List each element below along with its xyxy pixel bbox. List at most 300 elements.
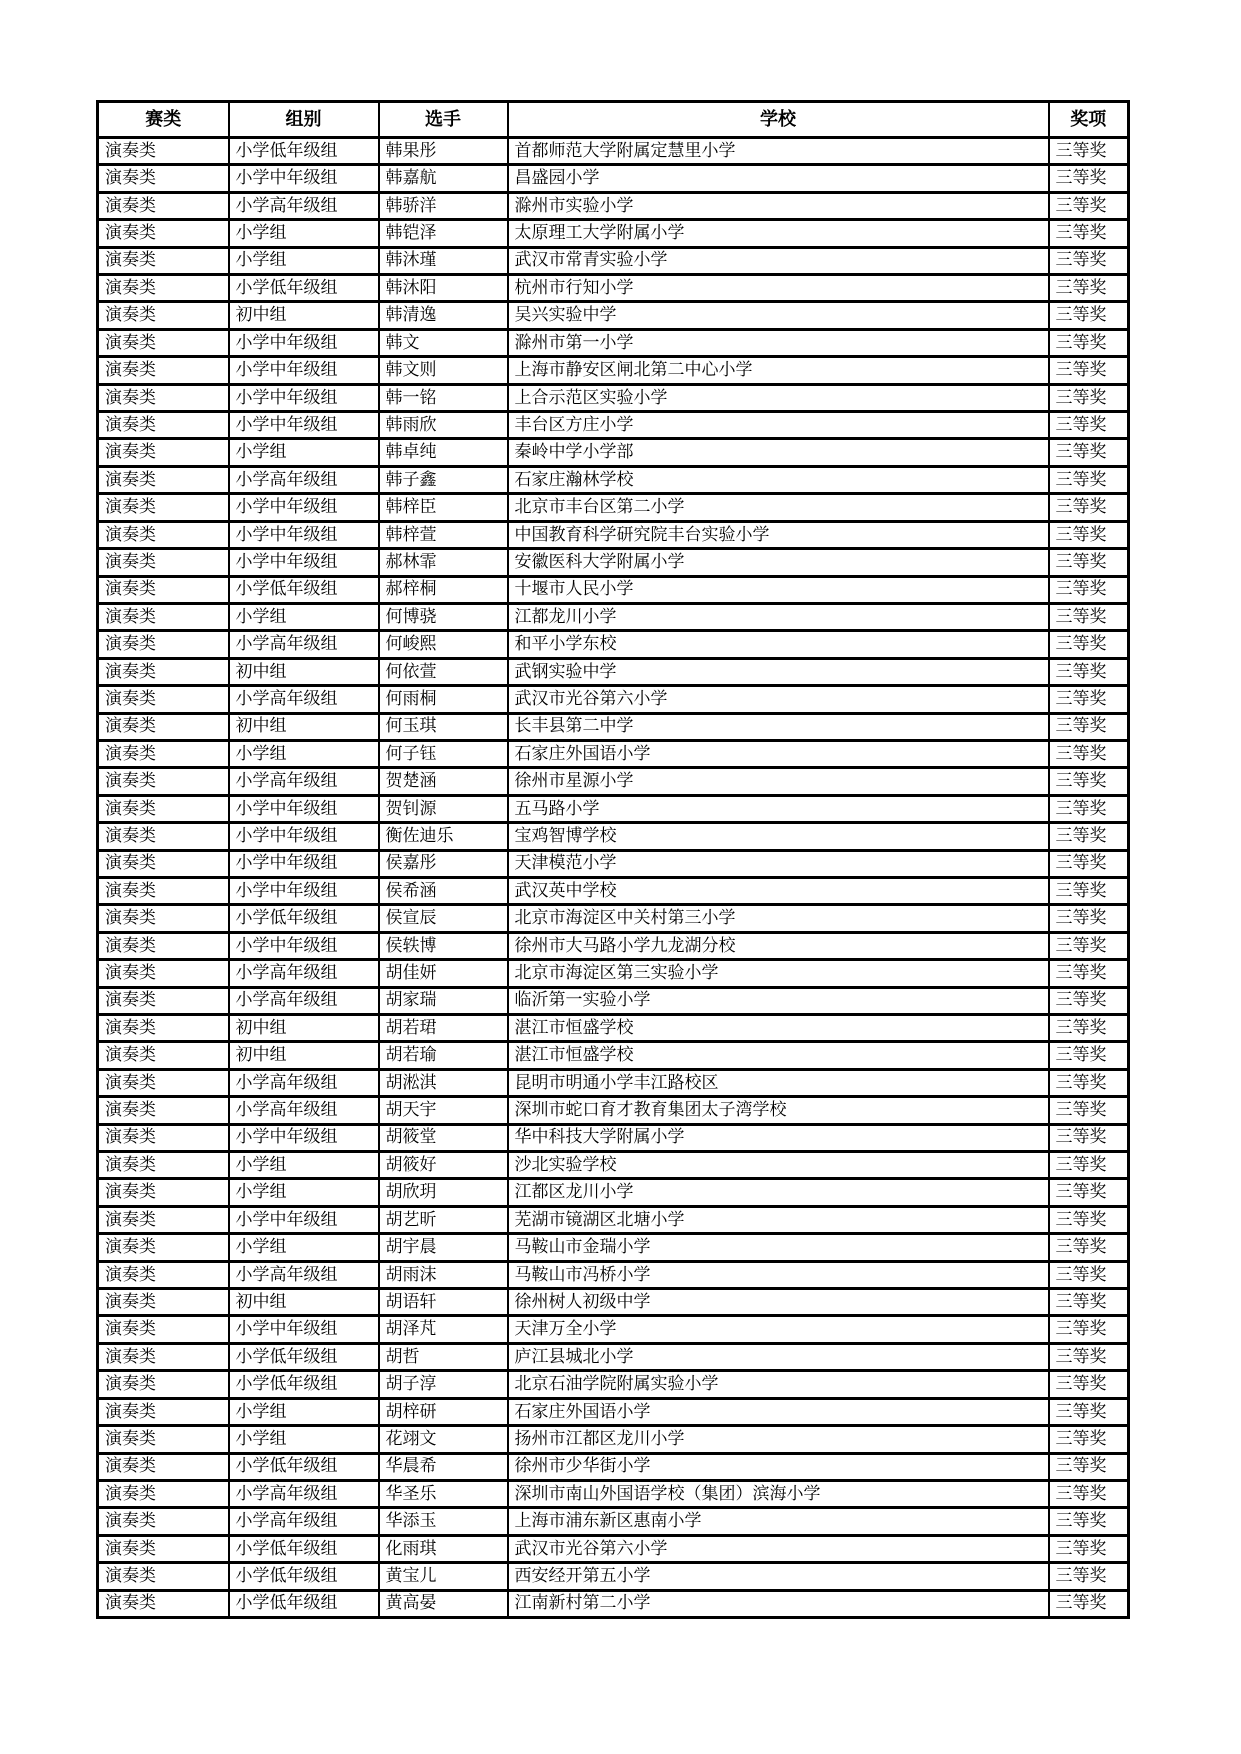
cell-category: 演奏类 [98,576,229,603]
cell-contestant: 贺钊源 [379,795,508,822]
cell-group: 小学高年级组 [229,1261,379,1288]
table-row [98,357,1129,384]
cell-category: 演奏类 [98,220,229,247]
cell-school: 武汉市光谷第六小学 [508,686,1049,713]
cell-contestant: 胡哲 [379,1343,508,1370]
cell-category: 演奏类 [98,302,229,329]
cell-award: 三等奖 [1049,1343,1129,1370]
cell-group: 小学低年级组 [229,1535,379,1562]
cell-award: 三等奖 [1049,658,1129,685]
cell-school: 五马路小学 [508,795,1049,822]
cell-award: 三等奖 [1049,1124,1129,1151]
cell-award: 三等奖 [1049,247,1129,274]
cell-award: 三等奖 [1049,603,1129,630]
cell-school: 北京市海淀区中关村第三小学 [508,905,1049,932]
cell-award: 三等奖 [1049,1042,1129,1069]
cell-contestant: 韩卓纯 [379,439,508,466]
cell-award: 三等奖 [1049,795,1129,822]
cell-category: 演奏类 [98,1398,229,1425]
cell-category: 演奏类 [98,1261,229,1288]
cell-award: 三等奖 [1049,1398,1129,1425]
table-row [98,466,1129,493]
cell-contestant: 韩果彤 [379,138,508,165]
cell-group: 小学低年级组 [229,1371,379,1398]
cell-group: 小学组 [229,603,379,630]
cell-group: 小学中年级组 [229,384,379,411]
cell-group: 初中组 [229,1289,379,1316]
table-row [98,1206,1129,1233]
cell-award: 三等奖 [1049,1234,1129,1261]
table-row [98,1179,1129,1206]
cell-group: 小学低年级组 [229,905,379,932]
cell-category: 演奏类 [98,1453,229,1480]
cell-category: 演奏类 [98,1426,229,1453]
cell-contestant: 韩铠泽 [379,220,508,247]
cell-school: 湛江市恒盛学校 [508,1042,1049,1069]
table-row [98,439,1129,466]
cell-award: 三等奖 [1049,521,1129,548]
cell-group: 小学中年级组 [229,357,379,384]
cell-school: 徐州市大马路小学九龙湖分校 [508,932,1049,959]
cell-category: 演奏类 [98,1316,229,1343]
cell-contestant: 胡筱堂 [379,1124,508,1151]
cell-school: 江都区龙川小学 [508,1179,1049,1206]
cell-school: 石家庄瀚林学校 [508,466,1049,493]
table-row [98,384,1129,411]
cell-award: 三等奖 [1049,686,1129,713]
cell-award: 三等奖 [1049,1316,1129,1343]
table-row [98,1316,1129,1343]
cell-school: 马鞍山市冯桥小学 [508,1261,1049,1288]
cell-group: 小学高年级组 [229,1097,379,1124]
cell-school: 滁州市实验小学 [508,192,1049,219]
cell-contestant: 郝梓桐 [379,576,508,603]
cell-group: 小学低年级组 [229,1453,379,1480]
cell-group: 小学中年级组 [229,932,379,959]
cell-category: 演奏类 [98,1480,229,1507]
cell-award: 三等奖 [1049,220,1129,247]
cell-group: 小学高年级组 [229,192,379,219]
cell-contestant: 胡佳妍 [379,960,508,987]
cell-school: 武钢实验中学 [508,658,1049,685]
table-row [98,192,1129,219]
table-row [98,1069,1129,1096]
cell-award: 三等奖 [1049,1563,1129,1590]
cell-contestant: 黄宝儿 [379,1563,508,1590]
cell-group: 小学组 [229,1234,379,1261]
table-body [98,138,1129,1618]
cell-category: 演奏类 [98,850,229,877]
cell-contestant: 侯轶博 [379,932,508,959]
cell-award: 三等奖 [1049,631,1129,658]
cell-group: 小学低年级组 [229,138,379,165]
cell-group: 小学中年级组 [229,521,379,548]
table-row [98,905,1129,932]
cell-category: 演奏类 [98,521,229,548]
cell-group: 小学中年级组 [229,1124,379,1151]
cell-group: 小学组 [229,1179,379,1206]
cell-school: 深圳市蛇口育才教育集团太子湾学校 [508,1097,1049,1124]
table-row [98,631,1129,658]
cell-group: 初中组 [229,658,379,685]
cell-contestant: 化雨琪 [379,1535,508,1562]
cell-category: 演奏类 [98,1042,229,1069]
cell-school: 天津万全小学 [508,1316,1049,1343]
cell-school: 江都龙川小学 [508,603,1049,630]
cell-award: 三等奖 [1049,165,1129,192]
cell-contestant: 胡子淳 [379,1371,508,1398]
cell-group: 初中组 [229,1042,379,1069]
cell-group: 小学高年级组 [229,1069,379,1096]
table-row [98,658,1129,685]
cell-school: 太原理工大学附属小学 [508,220,1049,247]
cell-group: 小学中年级组 [229,549,379,576]
table-row [98,1152,1129,1179]
cell-award: 三等奖 [1049,1480,1129,1507]
cell-category: 演奏类 [98,412,229,439]
table-row [98,302,1129,329]
table-row [98,521,1129,548]
cell-contestant: 韩文则 [379,357,508,384]
cell-school: 武汉英中学校 [508,877,1049,904]
table-row [98,850,1129,877]
cell-category: 演奏类 [98,1234,229,1261]
cell-school: 滁州市第一小学 [508,329,1049,356]
cell-award: 三等奖 [1049,1152,1129,1179]
cell-category: 演奏类 [98,631,229,658]
cell-contestant: 韩雨欣 [379,412,508,439]
cell-category: 演奏类 [98,1179,229,1206]
cell-group: 小学中年级组 [229,165,379,192]
cell-contestant: 韩嘉航 [379,165,508,192]
cell-award: 三等奖 [1049,412,1129,439]
cell-award: 三等奖 [1049,713,1129,740]
cell-group: 小学高年级组 [229,631,379,658]
cell-category: 演奏类 [98,1124,229,1151]
cell-award: 三等奖 [1049,302,1129,329]
cell-award: 三等奖 [1049,329,1129,356]
cell-contestant: 胡雨沫 [379,1261,508,1288]
table-row [98,1289,1129,1316]
cell-contestant: 胡梓研 [379,1398,508,1425]
table-row [98,1343,1129,1370]
cell-group: 小学组 [229,439,379,466]
cell-school: 天津模范小学 [508,850,1049,877]
cell-category: 演奏类 [98,823,229,850]
cell-contestant: 贺楚涵 [379,768,508,795]
cell-award: 三等奖 [1049,740,1129,767]
cell-school: 徐州市少华街小学 [508,1453,1049,1480]
cell-school: 丰台区方庄小学 [508,412,1049,439]
cell-category: 演奏类 [98,877,229,904]
cell-award: 三等奖 [1049,905,1129,932]
cell-award: 三等奖 [1049,1015,1129,1042]
table-row [98,1426,1129,1453]
cell-category: 演奏类 [98,357,229,384]
cell-school: 北京市丰台区第二小学 [508,494,1049,521]
cell-school: 长丰县第二中学 [508,713,1049,740]
cell-category: 演奏类 [98,713,229,740]
cell-category: 演奏类 [98,1371,229,1398]
table-row [98,275,1129,302]
cell-category: 演奏类 [98,439,229,466]
cell-contestant: 衡佐迪乐 [379,823,508,850]
cell-contestant: 韩子鑫 [379,466,508,493]
cell-contestant: 胡筱好 [379,1152,508,1179]
cell-school: 华中科技大学附属小学 [508,1124,1049,1151]
cell-award: 三等奖 [1049,384,1129,411]
table-row [98,494,1129,521]
table-row [98,1563,1129,1590]
cell-contestant: 郝林霏 [379,549,508,576]
cell-group: 小学低年级组 [229,1590,379,1617]
table-row [98,713,1129,740]
cell-award: 三等奖 [1049,1508,1129,1535]
cell-school: 十堰市人民小学 [508,576,1049,603]
cell-category: 演奏类 [98,1069,229,1096]
cell-award: 三等奖 [1049,1206,1129,1233]
cell-award: 三等奖 [1049,877,1129,904]
cell-category: 演奏类 [98,549,229,576]
cell-group: 小学低年级组 [229,576,379,603]
column-header-contestant: 选手 [379,102,508,138]
table-row [98,549,1129,576]
cell-school: 湛江市恒盛学校 [508,1015,1049,1042]
cell-school: 上海市浦东新区惠南小学 [508,1508,1049,1535]
cell-contestant: 侯希涵 [379,877,508,904]
cell-award: 三等奖 [1049,1535,1129,1562]
cell-category: 演奏类 [98,1508,229,1535]
table-row [98,960,1129,987]
cell-award: 三等奖 [1049,1069,1129,1096]
table-row [98,138,1129,165]
cell-award: 三等奖 [1049,850,1129,877]
column-header-group: 组别 [229,102,379,138]
cell-group: 初中组 [229,1015,379,1042]
table-row [98,329,1129,356]
cell-contestant: 胡艺昕 [379,1206,508,1233]
cell-award: 三等奖 [1049,439,1129,466]
cell-contestant: 花翊文 [379,1426,508,1453]
cell-school: 临沂第一实验小学 [508,987,1049,1014]
cell-category: 演奏类 [98,768,229,795]
table-row [98,1398,1129,1425]
cell-group: 小学组 [229,1398,379,1425]
cell-school: 安徽医科大学附属小学 [508,549,1049,576]
cell-school: 石家庄外国语小学 [508,1398,1049,1425]
cell-group: 小学高年级组 [229,686,379,713]
cell-group: 小学组 [229,1152,379,1179]
cell-category: 演奏类 [98,138,229,165]
table-row [98,1453,1129,1480]
cell-award: 三等奖 [1049,138,1129,165]
cell-category: 演奏类 [98,658,229,685]
cell-category: 演奏类 [98,1535,229,1562]
cell-category: 演奏类 [98,466,229,493]
cell-group: 小学低年级组 [229,1563,379,1590]
cell-award: 三等奖 [1049,466,1129,493]
table-row [98,686,1129,713]
cell-category: 演奏类 [98,795,229,822]
cell-group: 小学中年级组 [229,795,379,822]
cell-contestant: 黄高晏 [379,1590,508,1617]
cell-contestant: 韩梓萱 [379,521,508,548]
table-row [98,1234,1129,1261]
cell-group: 小学中年级组 [229,329,379,356]
cell-award: 三等奖 [1049,1453,1129,1480]
cell-school: 武汉市光谷第六小学 [508,1535,1049,1562]
cell-school: 上合示范区实验小学 [508,384,1049,411]
column-header-category: 赛类 [98,102,229,138]
cell-category: 演奏类 [98,1097,229,1124]
cell-category: 演奏类 [98,1289,229,1316]
cell-group: 小学高年级组 [229,768,379,795]
cell-group: 小学高年级组 [229,466,379,493]
cell-group: 小学高年级组 [229,1480,379,1507]
cell-award: 三等奖 [1049,1179,1129,1206]
cell-award: 三等奖 [1049,275,1129,302]
cell-contestant: 胡淞淇 [379,1069,508,1096]
cell-school: 沙北实验学校 [508,1152,1049,1179]
table-row [98,1097,1129,1124]
cell-school: 西安经开第五小学 [508,1563,1049,1590]
cell-contestant: 华晨希 [379,1453,508,1480]
table-row [98,932,1129,959]
cell-category: 演奏类 [98,1563,229,1590]
cell-group: 初中组 [229,302,379,329]
cell-school: 徐州树人初级中学 [508,1289,1049,1316]
cell-contestant: 何玉琪 [379,713,508,740]
cell-category: 演奏类 [98,932,229,959]
cell-category: 演奏类 [98,1152,229,1179]
cell-group: 小学中年级组 [229,877,379,904]
table-row [98,1261,1129,1288]
cell-group: 小学中年级组 [229,823,379,850]
cell-school: 吴兴实验中学 [508,302,1049,329]
table-row [98,795,1129,822]
cell-award: 三等奖 [1049,987,1129,1014]
cell-group: 小学组 [229,220,379,247]
cell-school: 芜湖市镜湖区北塘小学 [508,1206,1049,1233]
cell-contestant: 侯嘉彤 [379,850,508,877]
cell-category: 演奏类 [98,275,229,302]
table-row [98,1535,1129,1562]
cell-category: 演奏类 [98,165,229,192]
table-row [98,877,1129,904]
cell-category: 演奏类 [98,987,229,1014]
cell-group: 小学中年级组 [229,850,379,877]
cell-category: 演奏类 [98,247,229,274]
table-row [98,1480,1129,1507]
cell-school: 徐州市星源小学 [508,768,1049,795]
cell-category: 演奏类 [98,960,229,987]
cell-school: 杭州市行知小学 [508,275,1049,302]
cell-award: 三等奖 [1049,960,1129,987]
cell-group: 小学组 [229,247,379,274]
cell-award: 三等奖 [1049,494,1129,521]
cell-contestant: 华圣乐 [379,1480,508,1507]
cell-award: 三等奖 [1049,1289,1129,1316]
cell-group: 小学高年级组 [229,987,379,1014]
table-row [98,1590,1129,1617]
cell-category: 演奏类 [98,740,229,767]
cell-school: 江南新村第二小学 [508,1590,1049,1617]
cell-contestant: 韩梓臣 [379,494,508,521]
cell-contestant: 韩骄洋 [379,192,508,219]
table-row [98,823,1129,850]
cell-award: 三等奖 [1049,549,1129,576]
cell-contestant: 胡若瑜 [379,1042,508,1069]
table-row [98,740,1129,767]
cell-school: 北京市海淀区第三实验小学 [508,960,1049,987]
table-row [98,1508,1129,1535]
cell-group: 小学中年级组 [229,1206,379,1233]
cell-school: 和平小学东校 [508,631,1049,658]
cell-group: 小学中年级组 [229,494,379,521]
cell-award: 三等奖 [1049,823,1129,850]
table-row [98,247,1129,274]
cell-category: 演奏类 [98,329,229,356]
cell-school: 秦岭中学小学部 [508,439,1049,466]
cell-contestant: 胡宇晨 [379,1234,508,1261]
cell-school: 上海市静安区闸北第二中心小学 [508,357,1049,384]
cell-category: 演奏类 [98,494,229,521]
table-row [98,576,1129,603]
table-row [98,1042,1129,1069]
table-row [98,768,1129,795]
cell-contestant: 胡天宇 [379,1097,508,1124]
cell-category: 演奏类 [98,384,229,411]
cell-school: 深圳市南山外国语学校（集团）滨海小学 [508,1480,1049,1507]
cell-category: 演奏类 [98,603,229,630]
cell-group: 小学组 [229,1426,379,1453]
cell-contestant: 何依萱 [379,658,508,685]
cell-category: 演奏类 [98,1343,229,1370]
cell-school: 宝鸡智博学校 [508,823,1049,850]
cell-award: 三等奖 [1049,1261,1129,1288]
cell-category: 演奏类 [98,1206,229,1233]
table-header-row [98,102,1129,138]
column-header-school: 学校 [508,102,1049,138]
cell-contestant: 韩清逸 [379,302,508,329]
cell-group: 小学中年级组 [229,412,379,439]
cell-school: 石家庄外国语小学 [508,740,1049,767]
cell-group: 小学低年级组 [229,1343,379,1370]
table-row [98,1371,1129,1398]
cell-group: 初中组 [229,713,379,740]
cell-category: 演奏类 [98,1015,229,1042]
cell-school: 昆明市明通小学丰江路校区 [508,1069,1049,1096]
cell-contestant: 胡若珺 [379,1015,508,1042]
awards-table [96,100,1130,1619]
cell-contestant: 侯宣辰 [379,905,508,932]
cell-school: 北京石油学院附属实验小学 [508,1371,1049,1398]
cell-contestant: 胡家瑞 [379,987,508,1014]
table-row [98,1124,1129,1151]
cell-group: 小学组 [229,740,379,767]
cell-contestant: 韩沐阳 [379,275,508,302]
column-header-award: 奖项 [1049,102,1129,138]
cell-category: 演奏类 [98,686,229,713]
cell-award: 三等奖 [1049,768,1129,795]
table-row [98,987,1129,1014]
cell-contestant: 何峻熙 [379,631,508,658]
cell-group: 小学高年级组 [229,960,379,987]
cell-award: 三等奖 [1049,1590,1129,1617]
cell-contestant: 韩文 [379,329,508,356]
cell-group: 小学中年级组 [229,1316,379,1343]
cell-category: 演奏类 [98,192,229,219]
